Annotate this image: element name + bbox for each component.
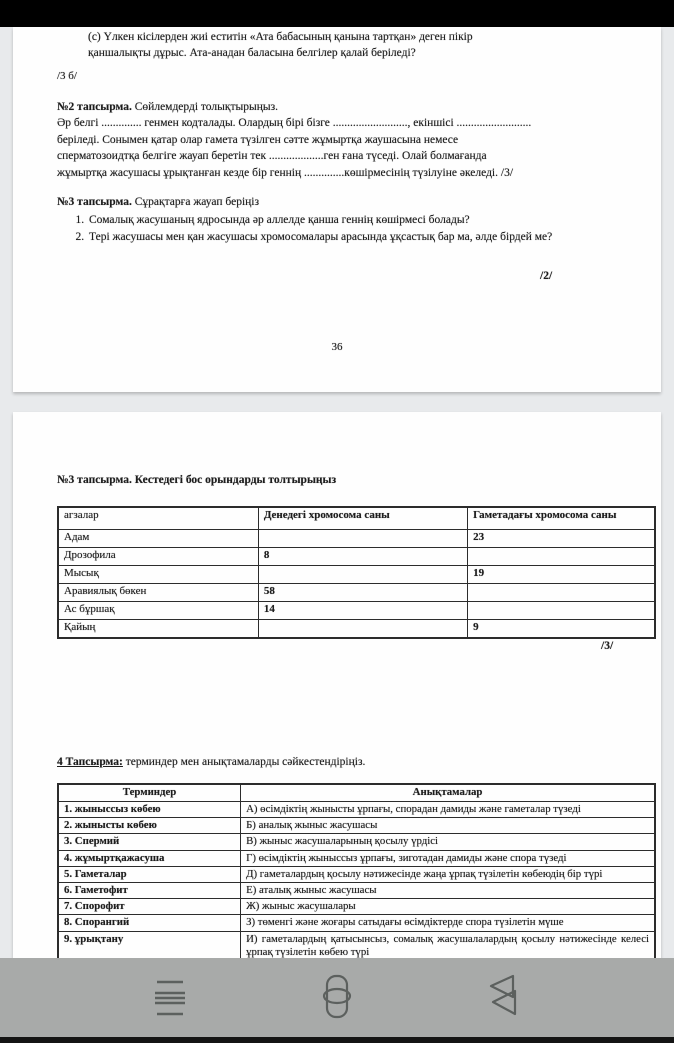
terms-table-body bbox=[58, 802, 655, 959]
column-header: агзалар bbox=[58, 507, 258, 530]
task3-table-title: №3 тапсырма. Кестедегі бос орындарды толтырыңыз bbox=[57, 474, 337, 486]
table-row bbox=[58, 931, 655, 958]
task4-title-number: 4 Тапсырма: bbox=[57, 756, 123, 768]
home-pill-icon bbox=[317, 972, 357, 1025]
marks-2: /2/ bbox=[540, 270, 553, 282]
menu-button[interactable] bbox=[148, 974, 192, 1022]
table-row bbox=[58, 566, 655, 584]
table-row bbox=[58, 818, 655, 834]
task3-question-list bbox=[57, 212, 627, 245]
column-header: Гаметадағы хромосома саны bbox=[468, 507, 655, 530]
table-cell: 23 bbox=[468, 530, 655, 548]
back-triangles-icon bbox=[485, 972, 525, 1025]
task3-title bbox=[57, 194, 627, 210]
table-cell: А) өсімдіктің жынысты ұрпағы, спорадан дамиды және гаметалар түзеді bbox=[241, 802, 655, 818]
marks-3b: /3 б/ bbox=[57, 70, 77, 82]
table-cell: 3. Спермий bbox=[58, 834, 241, 850]
table-cell bbox=[468, 584, 655, 602]
terms-definitions-table bbox=[57, 783, 656, 958]
table-cell: И) гаметалардың қатысынсыз, сомалық жасушалалардың қосылу нәтижесінде келесі ұрпақ түзілетін көбею түрі bbox=[241, 931, 655, 958]
table-cell: Ас бұршақ bbox=[58, 602, 258, 620]
table-row bbox=[58, 899, 655, 915]
task2-title-text: Сөйлемдерді толықтырыңыз. bbox=[131, 101, 278, 113]
table-cell: 14 bbox=[258, 602, 467, 620]
table-cell: Г) өсімдіктің жыныссыз ұрпағы, зиготадан дамиды және спора түзеді bbox=[241, 850, 655, 866]
table-row bbox=[58, 548, 655, 566]
task4-title bbox=[57, 756, 365, 768]
table-row bbox=[58, 883, 655, 899]
status-bar bbox=[0, 0, 674, 27]
question-item: 1. Сомалық жасушаның ядросында әр аллелде қанша геннің көшірмесі болады? bbox=[87, 212, 627, 228]
back-button[interactable] bbox=[483, 974, 527, 1022]
table-cell: 4. жұмыртқажасуша bbox=[58, 850, 241, 866]
table-cell bbox=[468, 548, 655, 566]
task2-title bbox=[57, 99, 642, 115]
question-item: 2. Тері жасушасы мен қан жасушасы хромосомалары арасында ұқсастық бар ма, әлде бірдей ме? bbox=[87, 229, 627, 245]
table-cell bbox=[258, 530, 467, 548]
task4-title-text: терминдер мен анықтамаларды сәйкестендіріңіз. bbox=[122, 756, 366, 768]
table-row bbox=[58, 915, 655, 931]
table-row bbox=[58, 530, 655, 548]
bottom-edge-bar bbox=[0, 1037, 674, 1043]
text-line: Әр белгі .............. генмен кодталады. Олардың бірі бізге .........................., екіншісі .......................... bbox=[57, 117, 532, 130]
table-cell: Б) аналық жыныс жасушасы bbox=[241, 818, 655, 834]
page-number: 36 bbox=[331, 341, 343, 353]
table-cell: 6. Гаметофит bbox=[58, 883, 241, 899]
table-cell: Мысық bbox=[58, 566, 258, 584]
table-cell: В) жыныс жасушаларының қосылу үрдісі bbox=[241, 834, 655, 850]
task3-title-number: №3 тапсырма. bbox=[57, 196, 132, 208]
table-cell: 9 bbox=[468, 620, 655, 639]
table-row bbox=[58, 834, 655, 850]
question-c-paragraph bbox=[88, 30, 588, 62]
table-cell: 7. Спорофит bbox=[58, 899, 241, 915]
table-cell: Қайың bbox=[58, 620, 258, 639]
table-cell bbox=[468, 602, 655, 620]
text-line: қаншалықты дұрыс. Ата-анадан баласына белгілер қалай беріледі? bbox=[88, 46, 416, 59]
table-cell: 58 bbox=[258, 584, 467, 602]
table-row bbox=[58, 802, 655, 818]
table-row bbox=[58, 584, 655, 602]
table-row bbox=[58, 850, 655, 866]
task2-body bbox=[57, 115, 642, 181]
text-line: беріледі. Сонымен қатар олар гамета түзілген сәтте жұмыртқа жаушасына немесе bbox=[57, 133, 459, 146]
home-button[interactable] bbox=[315, 974, 359, 1022]
document-page-1 bbox=[13, 27, 661, 392]
text-line: (с) Үлкен кісілерден жиі еститін «Ата бабасының қанына тартқан» деген пікір bbox=[88, 31, 473, 43]
text-line: сперматозоидтқа белгіге жауап беретін тек ...................ген ғана түседі. Олай болмағанда bbox=[57, 150, 487, 163]
column-header: Анықтамалар bbox=[241, 784, 655, 802]
task2-block bbox=[57, 99, 642, 181]
task3-title-text: Сұрақтарға жауап беріңіз bbox=[131, 196, 260, 208]
organism-chromosome-table bbox=[57, 506, 656, 639]
table-row bbox=[58, 620, 655, 639]
table-cell bbox=[258, 566, 467, 584]
table-cell: Е) аталық жыныс жасушасы bbox=[241, 883, 655, 899]
organism-table-body bbox=[58, 530, 655, 639]
table-cell: Аравиялық бөкен bbox=[58, 584, 258, 602]
task3-block bbox=[57, 194, 627, 245]
table-cell bbox=[258, 620, 467, 639]
table-cell: Д) гаметалардың қосылу нәтижесінде жаңа ұрпақ түзілетін көбеюдің бір түрі bbox=[241, 866, 655, 882]
table-cell: 1. жыныссыз көбею bbox=[58, 802, 241, 818]
table-cell: 19 bbox=[468, 566, 655, 584]
navigation-bar bbox=[0, 958, 674, 1037]
table-cell: 2. жынысты көбею bbox=[58, 818, 241, 834]
table-row bbox=[58, 866, 655, 882]
task2-title-number: №2 тапсырма. bbox=[57, 101, 132, 113]
table-cell: Ж) жыныс жасушалары bbox=[241, 899, 655, 915]
table-cell: З) төменгі және жоғары сатыдағы өсімдіктерде спора түзілетін мүше bbox=[241, 915, 655, 931]
document-viewer[interactable] bbox=[0, 27, 674, 958]
column-header: Денедегі хромосома саны bbox=[258, 507, 467, 530]
table-cell: 8 bbox=[258, 548, 467, 566]
table-cell: 8. Спорангий bbox=[58, 915, 241, 931]
document-page-2 bbox=[13, 412, 661, 958]
marks-3: /3/ bbox=[601, 640, 614, 652]
table-cell: Дрозофила bbox=[58, 548, 258, 566]
text-line: жұмыртқа жасушасы ұрықтанған кезде бір геннің ..............көшірмесінің түзілуіне әкеледі. /3/ bbox=[57, 166, 514, 179]
column-header: Терминдер bbox=[58, 784, 241, 802]
table-cell: Адам bbox=[58, 530, 258, 548]
table-header-row bbox=[58, 507, 655, 530]
table-cell: 9. ұрықтану bbox=[58, 931, 241, 958]
table-header-row bbox=[58, 784, 655, 802]
table-cell: 5. Гаметалар bbox=[58, 866, 241, 882]
menu-lines-icon bbox=[152, 975, 188, 1022]
table-row bbox=[58, 602, 655, 620]
